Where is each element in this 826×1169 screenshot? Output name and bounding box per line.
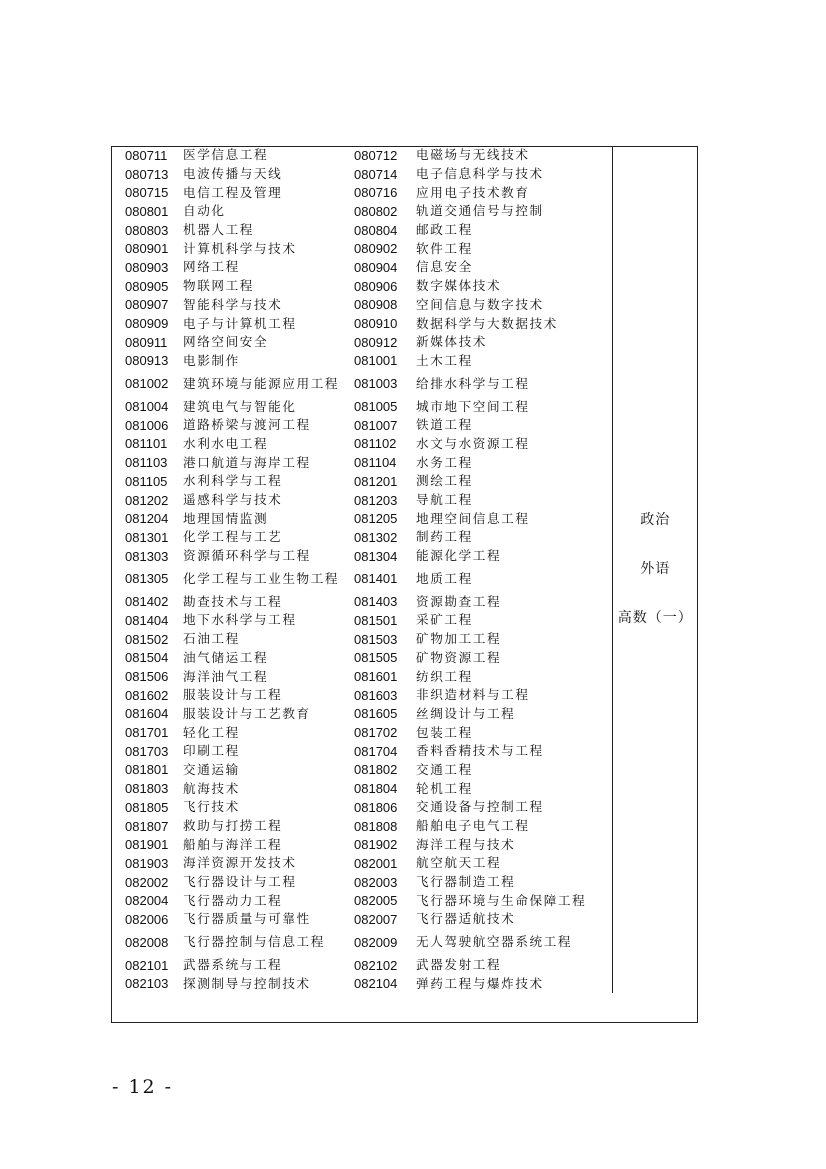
table-row <box>111 975 698 994</box>
major-code: 080901 <box>125 241 169 257</box>
major-name: 探测制导与控制技术 <box>183 975 311 991</box>
major-name: 飞行器控制与信息工程 <box>183 934 325 950</box>
major-name: 轮机工程 <box>416 780 473 796</box>
table-row <box>111 817 698 836</box>
major-code: 080711 <box>125 147 168 163</box>
major-name: 电磁场与无线技术 <box>416 147 530 163</box>
major-code: 080713 <box>125 166 169 182</box>
major-name: 铁道工程 <box>416 417 473 433</box>
major-code: 081601 <box>354 669 398 685</box>
major-code: 081506 <box>125 669 169 685</box>
major-name: 地质工程 <box>416 570 473 586</box>
table-row <box>111 239 698 258</box>
major-code: 081202 <box>125 492 169 508</box>
major-code: 080911 <box>125 334 168 350</box>
table-row <box>111 397 698 416</box>
major-name: 飞行器设计与工程 <box>183 874 297 890</box>
major-code: 080905 <box>125 278 169 294</box>
major-code: 081701 <box>125 725 169 741</box>
major-code: 081105 <box>125 473 168 489</box>
major-name: 化学工程与工艺 <box>183 529 283 545</box>
major-code: 081004 <box>125 399 169 415</box>
major-code: 081005 <box>354 399 398 415</box>
table-row <box>111 630 698 649</box>
major-code: 080913 <box>125 353 169 369</box>
major-name: 给排水科学与工程 <box>416 375 530 391</box>
major-code: 082007 <box>354 911 398 927</box>
major-code: 080902 <box>354 241 398 257</box>
major-name: 数据科学与大数据技术 <box>416 315 558 331</box>
major-name: 城市地下空间工程 <box>416 398 530 414</box>
major-name: 物联网工程 <box>183 278 254 294</box>
major-name: 导航工程 <box>416 492 473 508</box>
major-name: 电影制作 <box>183 352 240 368</box>
major-code: 081804 <box>354 781 398 797</box>
major-code: 081001 <box>354 353 398 369</box>
major-code: 081704 <box>354 743 398 759</box>
major-name: 航海技术 <box>183 780 240 796</box>
major-name: 电信工程及管理 <box>183 184 283 200</box>
major-code: 081401 <box>354 571 398 587</box>
major-name: 飞行器环境与生命保障工程 <box>416 892 587 908</box>
major-code: 081604 <box>125 706 169 722</box>
major-name: 石油工程 <box>183 631 240 647</box>
table-row <box>111 528 698 547</box>
table-row <box>111 352 698 371</box>
major-name: 制药工程 <box>416 529 473 545</box>
major-code: 081003 <box>354 376 398 392</box>
exam-subject: 高数（一） <box>617 610 693 627</box>
major-name: 武器系统与工程 <box>183 957 283 973</box>
major-code: 081503 <box>354 631 398 647</box>
major-name: 矿物资源工程 <box>416 649 502 665</box>
major-name: 飞行器质量与可靠性 <box>183 911 311 927</box>
major-name: 海洋油气工程 <box>183 668 269 684</box>
major-code: 080802 <box>354 203 398 219</box>
major-name: 化学工程与工业生物工程 <box>183 570 340 586</box>
major-name: 地理国情监测 <box>183 510 269 526</box>
major-name: 服装设计与工艺教育 <box>183 705 311 721</box>
major-code: 081104 <box>354 455 397 471</box>
major-code: 081803 <box>125 781 169 797</box>
major-name: 弹药工程与爆炸技术 <box>416 975 544 991</box>
major-name: 信息安全 <box>416 259 473 275</box>
table-row <box>111 565 698 592</box>
major-name: 地下水科学与工程 <box>183 612 297 628</box>
major-name: 能源化学工程 <box>416 548 502 564</box>
major-name: 非织造材料与工程 <box>416 687 530 703</box>
major-name: 道路桥梁与渡河工程 <box>183 417 311 433</box>
major-name: 救助与打捞工程 <box>183 818 283 834</box>
major-code: 080803 <box>125 222 169 238</box>
major-code: 082006 <box>125 911 169 927</box>
major-code: 080906 <box>354 278 398 294</box>
major-code: 080909 <box>125 316 169 332</box>
major-code: 081101 <box>125 436 168 452</box>
major-name: 水文与水资源工程 <box>416 435 530 451</box>
major-name: 飞行器制造工程 <box>416 874 516 890</box>
table-row <box>111 761 698 780</box>
major-name: 应用电子技术教育 <box>416 184 530 200</box>
table-row <box>111 146 698 165</box>
table-row <box>111 742 698 761</box>
table-row <box>111 873 698 892</box>
major-name: 水利科学与工程 <box>183 473 283 489</box>
major-code: 081007 <box>354 417 398 433</box>
major-code: 081402 <box>125 594 169 610</box>
major-name: 水务工程 <box>416 454 473 470</box>
major-code: 081903 <box>125 855 169 871</box>
major-name: 电子信息科学与技术 <box>416 166 544 182</box>
major-name: 香料香精技术与工程 <box>416 743 544 759</box>
major-code: 081102 <box>354 436 397 452</box>
major-name: 海洋工程与技术 <box>416 836 516 852</box>
table-row <box>111 835 698 854</box>
major-name: 港口航道与海岸工程 <box>183 454 311 470</box>
major-name: 智能科学与技术 <box>183 296 283 312</box>
major-name: 采矿工程 <box>416 612 473 628</box>
major-code: 081201 <box>354 473 398 489</box>
major-name: 飞行器适航技术 <box>416 911 516 927</box>
major-name: 电波传播与天线 <box>183 166 283 182</box>
major-code: 080907 <box>125 297 169 313</box>
major-code: 081902 <box>354 837 398 853</box>
major-name: 无人驾驶航空器系统工程 <box>416 934 573 950</box>
table-row <box>111 333 698 352</box>
major-name: 测绘工程 <box>416 473 473 489</box>
table-row <box>111 453 698 472</box>
major-code: 081801 <box>125 762 169 778</box>
major-code: 082001 <box>354 855 398 871</box>
major-code: 081403 <box>354 594 398 610</box>
table-row <box>111 491 698 510</box>
major-code: 081006 <box>125 417 169 433</box>
major-code: 082002 <box>125 874 169 890</box>
major-name: 纺织工程 <box>416 668 473 684</box>
major-code: 081805 <box>125 799 169 815</box>
table-row <box>111 891 698 910</box>
exam-subject: 外语 <box>640 561 671 578</box>
table-row <box>111 435 698 454</box>
exam-subjects-cell <box>612 146 698 993</box>
major-code: 080804 <box>354 222 398 238</box>
major-name: 印刷工程 <box>183 743 240 759</box>
major-code: 081806 <box>354 799 398 815</box>
major-name: 交通工程 <box>416 761 473 777</box>
major-code: 081404 <box>125 612 169 628</box>
major-name: 医学信息工程 <box>183 147 269 163</box>
table-row <box>111 165 698 184</box>
table-row <box>111 509 698 528</box>
table-row <box>111 592 698 611</box>
table-row <box>111 910 698 929</box>
table-row <box>111 472 698 491</box>
major-name: 丝绸设计与工程 <box>416 705 516 721</box>
major-name: 飞行技术 <box>183 799 240 815</box>
table-row <box>111 547 698 566</box>
major-name: 软件工程 <box>416 240 473 256</box>
major-code: 081504 <box>125 650 169 666</box>
major-code: 081501 <box>354 612 398 628</box>
major-name: 交通设备与控制工程 <box>416 799 544 815</box>
major-code: 080904 <box>354 259 398 275</box>
major-code: 081203 <box>354 492 398 508</box>
major-code: 080716 <box>354 185 398 201</box>
major-code: 081305 <box>125 571 169 587</box>
table-row <box>111 956 698 975</box>
major-name: 水利水电工程 <box>183 435 269 451</box>
major-name: 海洋资源开发技术 <box>183 855 297 871</box>
table-row <box>111 296 698 315</box>
major-name: 数字媒体技术 <box>416 278 502 294</box>
major-name: 航空航天工程 <box>416 855 502 871</box>
major-name: 轨道交通信号与控制 <box>416 203 544 219</box>
table-row <box>111 854 698 873</box>
major-name: 资源勘查工程 <box>416 593 502 609</box>
table-row <box>111 314 698 333</box>
major-code: 081808 <box>354 818 398 834</box>
major-name: 网络空间安全 <box>183 334 269 350</box>
major-code: 081302 <box>354 529 398 545</box>
major-name: 空间信息与数字技术 <box>416 296 544 312</box>
major-name: 地理空间信息工程 <box>416 510 530 526</box>
major-name: 油气储运工程 <box>183 649 269 665</box>
major-name: 勘查技术与工程 <box>183 593 283 609</box>
major-name: 新媒体技术 <box>416 334 487 350</box>
major-code: 081505 <box>354 650 398 666</box>
table-row <box>111 611 698 630</box>
major-name: 资源循环科学与工程 <box>183 548 311 564</box>
major-name: 交通运输 <box>183 761 240 777</box>
major-code: 080714 <box>354 166 398 182</box>
major-code: 080715 <box>125 185 169 201</box>
major-name: 服装设计与工程 <box>183 687 283 703</box>
exam-subject: 政治 <box>640 512 671 529</box>
major-name: 飞行器动力工程 <box>183 892 283 908</box>
major-code: 081901 <box>125 837 169 853</box>
major-code: 082102 <box>354 957 398 973</box>
major-code: 081703 <box>125 743 169 759</box>
major-name: 自动化 <box>183 203 226 219</box>
major-code: 082004 <box>125 893 169 909</box>
table-row <box>111 667 698 686</box>
major-code: 082008 <box>125 934 169 950</box>
major-code: 081605 <box>354 706 398 722</box>
major-name: 电子与计算机工程 <box>183 315 297 331</box>
major-code: 080903 <box>125 259 169 275</box>
major-name: 邮政工程 <box>416 222 473 238</box>
table-row <box>111 929 698 956</box>
major-code: 081303 <box>125 548 169 564</box>
major-code: 082005 <box>354 893 398 909</box>
major-name: 计算机科学与技术 <box>183 240 297 256</box>
major-code: 082104 <box>354 976 398 992</box>
table-row <box>111 370 698 397</box>
major-name: 机器人工程 <box>183 222 254 238</box>
major-name: 网络工程 <box>183 259 240 275</box>
table-row <box>111 183 698 202</box>
major-code: 082009 <box>354 934 398 950</box>
major-code: 080908 <box>354 297 398 313</box>
major-code: 081103 <box>125 455 168 471</box>
table-row <box>111 686 698 705</box>
major-code: 080801 <box>125 203 169 219</box>
table-row <box>111 649 698 668</box>
page-number: - 12 - <box>112 1076 174 1098</box>
table-row <box>111 221 698 240</box>
table-row <box>111 705 698 724</box>
major-code: 081204 <box>125 511 169 527</box>
major-name: 土木工程 <box>416 352 473 368</box>
table-row <box>111 202 698 221</box>
major-name: 船舶与海洋工程 <box>183 836 283 852</box>
major-name: 轻化工程 <box>183 724 240 740</box>
major-name: 武器发射工程 <box>416 957 502 973</box>
table-row <box>111 416 698 435</box>
major-code: 080912 <box>354 334 398 350</box>
table-row <box>111 277 698 296</box>
table-row <box>111 723 698 742</box>
major-name: 船舶电子电气工程 <box>416 818 530 834</box>
table-row <box>111 798 698 817</box>
major-code: 081602 <box>125 687 169 703</box>
major-code: 081702 <box>354 725 398 741</box>
major-name: 建筑电气与智能化 <box>183 398 297 414</box>
table-row <box>111 258 698 277</box>
table-row <box>111 779 698 798</box>
major-code: 082003 <box>354 874 398 890</box>
major-code: 081205 <box>354 511 398 527</box>
major-code: 080910 <box>354 316 398 332</box>
major-name: 遥感科学与技术 <box>183 492 283 508</box>
major-code: 081002 <box>125 376 169 392</box>
major-code: 081301 <box>125 529 169 545</box>
major-code: 082103 <box>125 976 169 992</box>
major-name: 矿物加工工程 <box>416 631 502 647</box>
major-code: 081807 <box>125 818 169 834</box>
major-name: 包装工程 <box>416 724 473 740</box>
major-code: 081502 <box>125 631 169 647</box>
major-code: 082101 <box>125 957 169 973</box>
major-code: 080712 <box>354 147 398 163</box>
major-code: 081603 <box>354 687 398 703</box>
major-code: 081304 <box>354 548 398 564</box>
major-name: 建筑环境与能源应用工程 <box>183 375 340 391</box>
major-code: 081802 <box>354 762 398 778</box>
major-table <box>111 146 698 993</box>
